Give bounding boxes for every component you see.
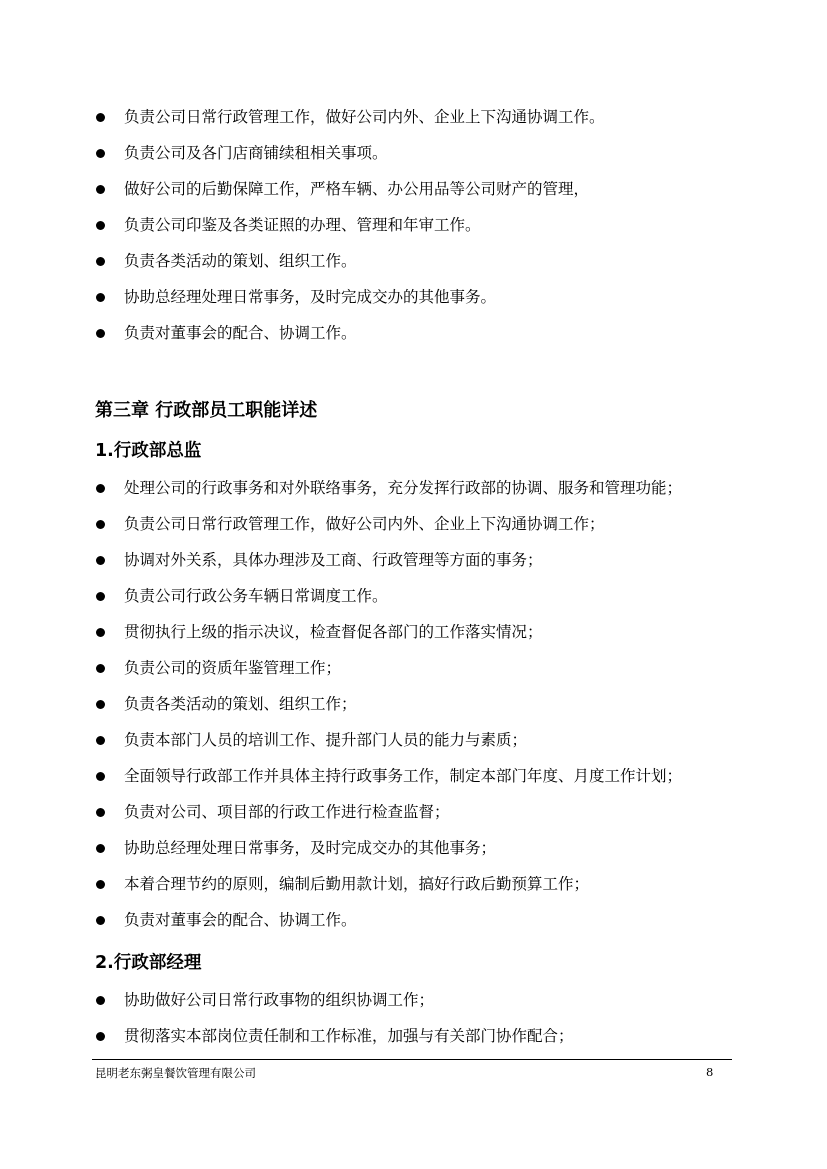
bullet-icon	[96, 916, 105, 925]
manager-duty-list	[95, 990, 574, 1046]
duty-text: 协助总经理处理日常事务，及时完成交办的其他事务；	[124, 839, 497, 857]
page-number: 8	[706, 1065, 714, 1079]
bullet-icon	[96, 113, 105, 122]
duty-text: 负责公司日常行政管理工作，做好公司内外、企业上下沟通协调工作。	[124, 108, 605, 126]
bullet-icon	[96, 592, 105, 601]
bullet-icon	[96, 772, 105, 781]
list-item	[95, 514, 682, 534]
duty-text: 负责公司行政公务车辆日常调度工作。	[124, 587, 388, 605]
list-item	[95, 730, 682, 750]
duty-text: 协助总经理处理日常事务，及时完成交办的其他事务。	[124, 288, 497, 306]
bullet-icon	[96, 996, 105, 1005]
list-item	[95, 622, 682, 642]
duty-text: 负责对公司、项目部的行政工作进行检查监督；	[124, 803, 450, 821]
duty-text: 全面领导行政部工作并具体主持行政事务工作，制定本部门年度、月度工作计划；	[124, 767, 683, 785]
bullet-icon	[96, 1032, 105, 1041]
list-item	[95, 766, 682, 786]
bullet-icon	[96, 185, 105, 194]
bullet-icon	[96, 221, 105, 230]
intro-duty-list	[95, 107, 605, 343]
footer-company: 昆明老东粥皇餐饮管理有限公司	[95, 1066, 256, 1080]
bullet-icon	[96, 808, 105, 817]
list-item	[95, 990, 574, 1010]
duty-text: 负责各类活动的策划、组织工作。	[124, 252, 357, 270]
list-item	[95, 323, 605, 343]
bullet-icon	[96, 664, 105, 673]
list-item	[95, 874, 682, 894]
bullet-icon	[96, 844, 105, 853]
section-title-manager: 2.行政部经理	[95, 953, 202, 973]
duty-text: 负责对董事会的配合、协调工作。	[124, 324, 357, 342]
bullet-icon	[96, 556, 105, 565]
duty-text: 处理公司的行政事务和对外联络事务，充分发挥行政部的协调、服务和管理功能；	[124, 479, 683, 497]
list-item	[95, 910, 682, 930]
duty-text: 贯彻落实本部岗位责任制和工作标准，加强与有关部门协作配合；	[124, 1027, 574, 1045]
duty-text: 负责公司的资质年鉴管理工作；	[124, 659, 342, 677]
bullet-icon	[96, 257, 105, 266]
list-item	[95, 1026, 574, 1046]
duty-text: 负责公司印鉴及各类证照的办理、管理和年审工作。	[124, 216, 481, 234]
list-item	[95, 179, 605, 199]
bullet-icon	[96, 628, 105, 637]
duty-text: 协助做好公司日常行政事物的组织协调工作；	[124, 991, 435, 1009]
duty-text: 负责本部门人员的培训工作、提升部门人员的能力与素质；	[124, 731, 528, 749]
list-item	[95, 802, 682, 822]
list-item	[95, 143, 605, 163]
duty-text: 负责公司日常行政管理工作，做好公司内外、企业上下沟通协调工作；	[124, 515, 605, 533]
list-item	[95, 586, 682, 606]
duty-text: 本着合理节约的原则，编制后勤用款计划，搞好行政后勤预算工作；	[124, 875, 590, 893]
bullet-icon	[96, 484, 105, 493]
duty-text: 负责公司及各门店商铺续租相关事项。	[124, 144, 388, 162]
director-duty-list	[95, 478, 682, 930]
list-item	[95, 478, 682, 498]
list-item	[95, 838, 682, 858]
list-item	[95, 550, 682, 570]
footer-divider	[92, 1059, 732, 1060]
duty-text: 贯彻执行上级的指示决议，检查督促各部门的工作落实情况；	[124, 623, 543, 641]
duty-text: 协调对外关系，具体办理涉及工商、行政管理等方面的事务；	[124, 551, 543, 569]
duty-text: 负责各类活动的策划、组织工作；	[124, 695, 357, 713]
chapter-title: 第三章 行政部员工职能详述	[95, 400, 318, 421]
list-item	[95, 658, 682, 678]
bullet-icon	[96, 293, 105, 302]
list-item	[95, 694, 682, 714]
bullet-icon	[96, 149, 105, 158]
list-item	[95, 287, 605, 307]
duty-text: 负责对董事会的配合、协调工作。	[124, 911, 357, 929]
bullet-icon	[96, 880, 105, 889]
bullet-icon	[96, 736, 105, 745]
bullet-icon	[96, 520, 105, 529]
duty-text: 做好公司的后勤保障工作，严格车辆、办公用品等公司财产的管理，	[124, 180, 590, 198]
list-item	[95, 215, 605, 235]
bullet-icon	[96, 329, 105, 338]
bullet-icon	[96, 700, 105, 709]
section-title-director: 1.行政部总监	[95, 441, 202, 461]
list-item	[95, 251, 605, 271]
list-item	[95, 107, 605, 127]
